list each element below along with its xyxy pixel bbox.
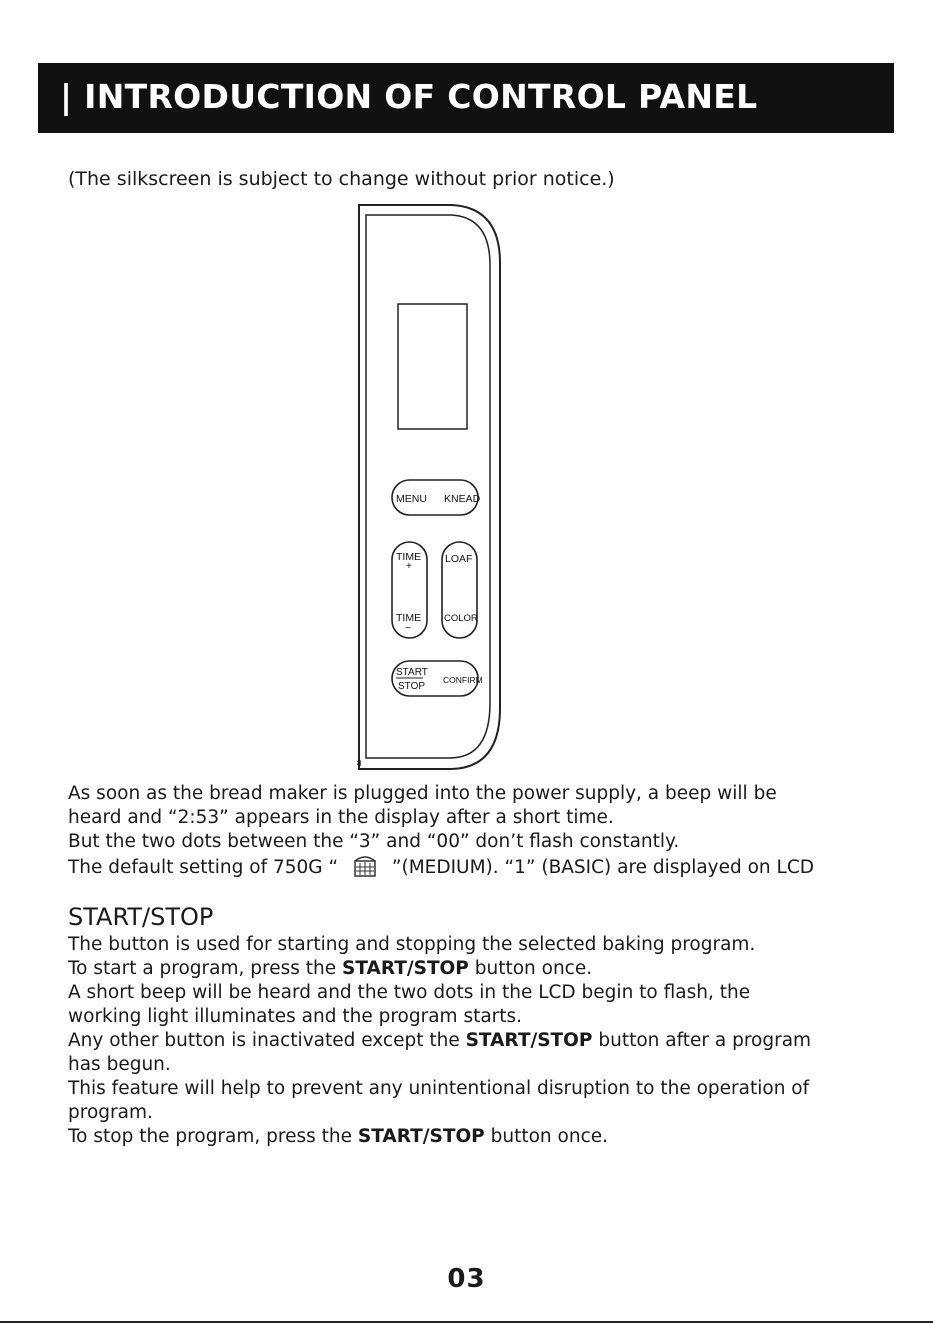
knead-button[interactable]: KNEAD — [444, 493, 481, 505]
start-stop-line-4: working light illuminates and the program starts. — [68, 1006, 523, 1027]
start-stop-emphasis: START/STOP — [465, 1030, 593, 1051]
medium-loaf-icon — [348, 854, 382, 878]
start-stop-emphasis: START/STOP — [342, 958, 469, 979]
start-stop-line-6: has begun. — [68, 1054, 171, 1075]
time-button-group[interactable] — [392, 542, 427, 638]
plus-icon: + — [406, 561, 412, 572]
intro-line-4-start: The default setting of 750G “ — [68, 857, 339, 878]
start-button[interactable]: START — [396, 667, 428, 678]
start-stop-heading: START/STOP — [68, 903, 214, 931]
minus-icon: − — [405, 623, 411, 634]
intro-line-4-end: ”(MEDIUM). “1” (BASIC) are displayed on LCD — [391, 857, 815, 878]
section-title: | INTRODUCTION OF CONTROL PANEL — [60, 77, 758, 116]
color-button[interactable]: COLOR — [444, 613, 478, 624]
page-number: 03 — [447, 1264, 486, 1294]
start-stop-line-9: To stop the program, press the START/STOP button once. — [68, 1126, 609, 1147]
time-minus-button[interactable]: TIME — [396, 612, 422, 624]
stop-button[interactable]: STOP — [398, 681, 426, 692]
start-stop-line-3: A short beep will be heard and the two dots in the LCD begin to flash, the — [68, 982, 751, 1003]
section-header — [38, 63, 894, 133]
lcd-display — [398, 304, 467, 429]
intro-line-4 — [68, 854, 814, 880]
menu-knead-button-group[interactable] — [392, 480, 481, 515]
bottom-divider — [0, 1321, 933, 1323]
loaf-color-button-group[interactable] — [442, 542, 478, 638]
confirm-button[interactable]: CONFIRM — [443, 675, 483, 685]
start-stop-line-7: This feature will help to prevent any unintentional disruption to the operation of — [68, 1078, 810, 1099]
start-stop-line-5: Any other button is inactivated except the START/STOP button after a program — [68, 1030, 812, 1051]
loaf-button[interactable]: LOAF — [445, 553, 473, 565]
start-stop-line-8: program. — [68, 1102, 153, 1123]
corner-mark: 8 — [357, 759, 362, 768]
start-confirm-button-group[interactable] — [392, 661, 483, 696]
start-stop-line-2: To start a program, press the START/STOP button once. — [68, 958, 593, 979]
silkscreen-notice: (The silkscreen is subject to change without prior notice.) — [68, 168, 615, 190]
intro-line-3: But the two dots between the “3” and “00” don’t flash constantly. — [68, 831, 680, 852]
control-panel-illustration — [356, 203, 506, 773]
intro-line-1: As soon as the bread maker is plugged into the power supply, a beep will be — [68, 783, 777, 804]
start-stop-line-1: The button is used for starting and stopping the selected baking program. — [68, 934, 756, 955]
start-stop-emphasis: START/STOP — [357, 1126, 485, 1147]
menu-button[interactable]: MENU — [396, 493, 427, 505]
intro-line-2: heard and “2:53” appears in the display after a short time. — [68, 807, 614, 828]
time-plus-button[interactable]: TIME — [396, 551, 422, 563]
